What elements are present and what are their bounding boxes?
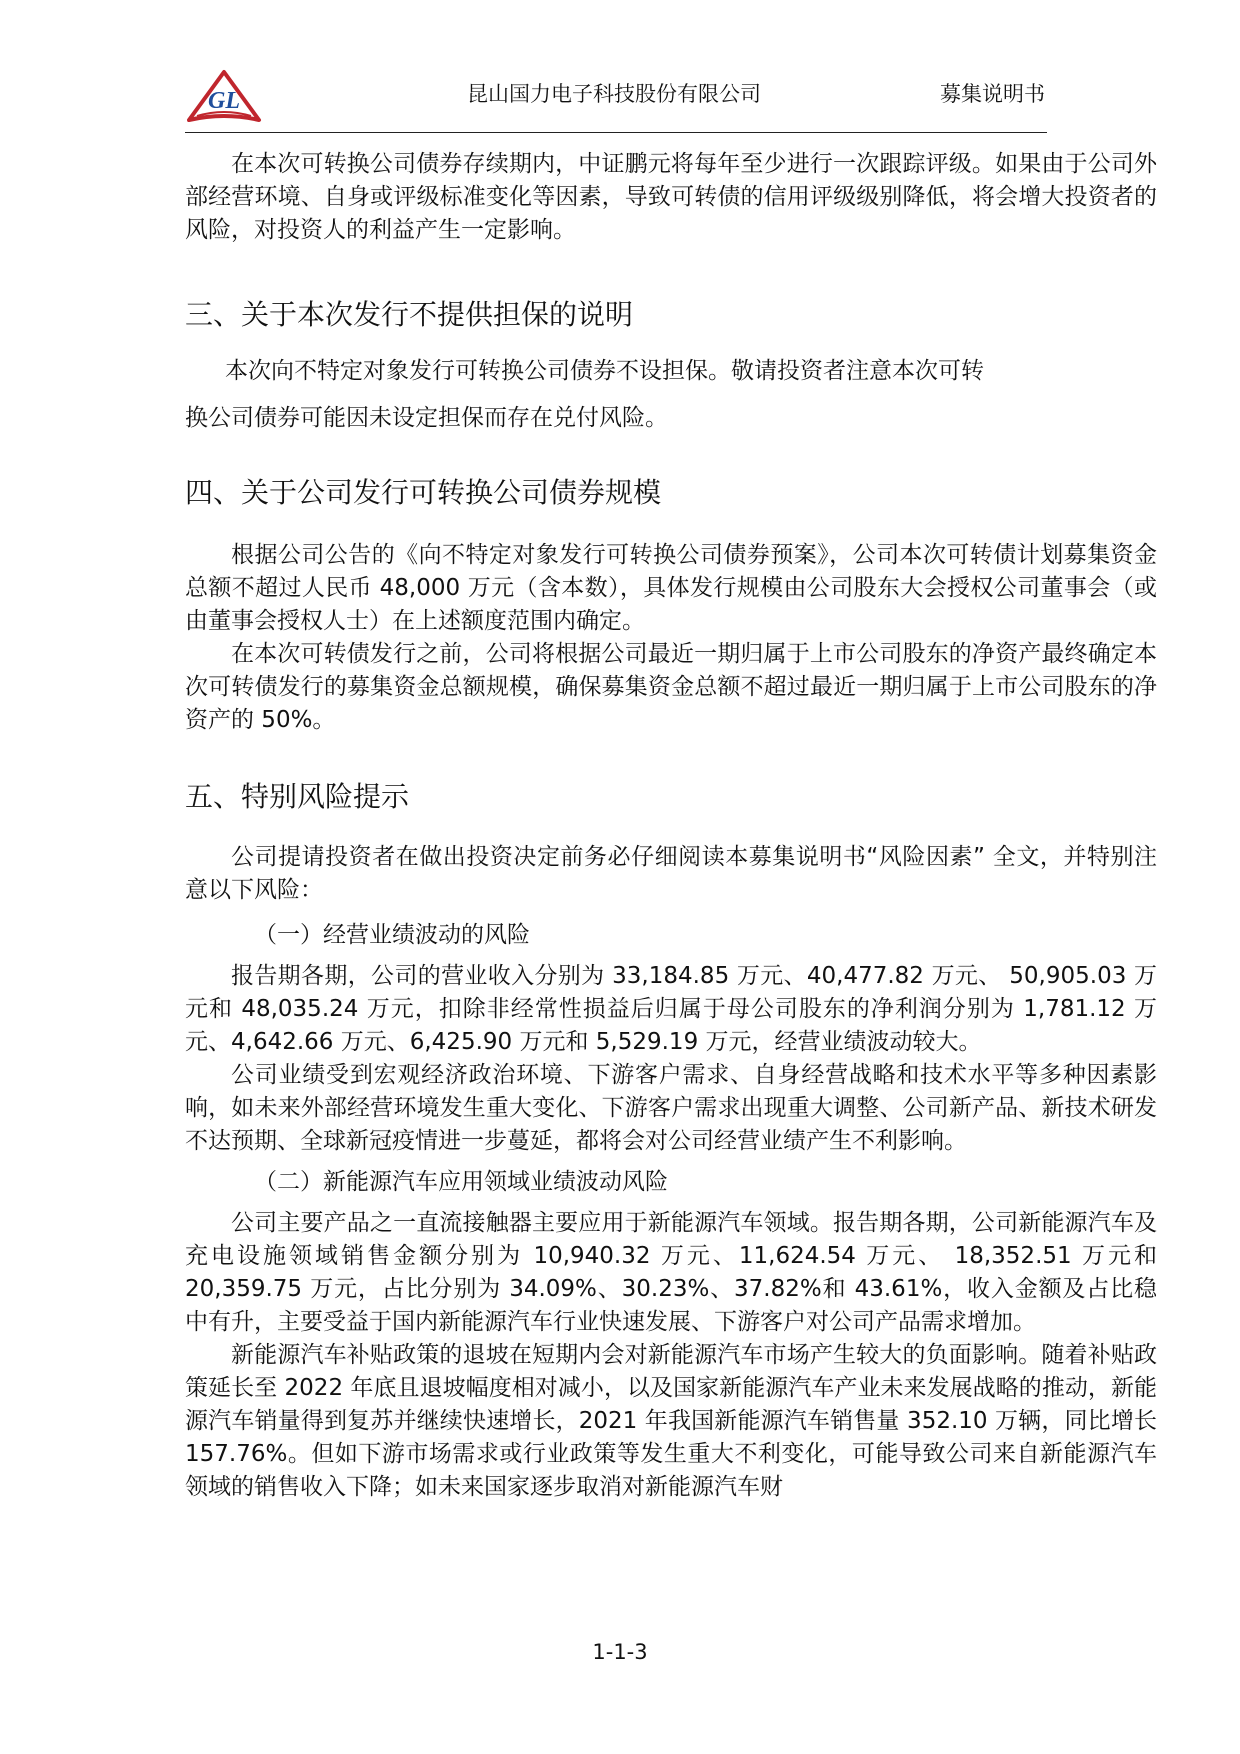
logo-text: GL <box>208 88 240 114</box>
company-logo <box>185 68 263 126</box>
paragraph-risk-2a: 公司主要产品之一直流接触器主要应用于新能源汽车领域。报告期各期，公司新能源汽车及充电设施领域销售金额分别为 10,940.32 万元、11,624.54 万元、 18,352.51 万元和 20,359.75 万元，占比分别为 34.09%、30.23%、37.82%和 43.61%，收入金额及占比稳中有升，主要受益于国内新能源汽车行业快速发展、下游客户对公司产品需求增加。 <box>185 1210 1157 1335</box>
paragraph-rating: 在本次可转换公司债券存续期内，中证鹏元将每年至少进行一次跟踪评级。如果由于公司外部经营环境、自身或评级标准变化等因素，导致可转债的信用评级级别降低，将会增大投资者的风险，对投资人的利益产生一定影响。 <box>185 151 1157 243</box>
header-divider <box>185 132 1047 133</box>
paragraph-risk-1b: 公司业绩受到宏观经济政治环境、下游客户需求、自身经营战略和技术水平等多种因素影响，如未来外部经营环境发生重大变化、下游客户需求出现重大调整、公司新产品、新技术研发不达预期、全球新冠疫情进一步蔓延，都将会对公司经营业绩产生不利影响。 <box>185 1062 1157 1154</box>
section-5-title: 五、特别风险提示 <box>185 780 410 813</box>
section-4-title: 四、关于公司发行可转换公司债券规模 <box>185 476 662 509</box>
paragraph-scale-1: 根据公司公告的《向不特定对象发行可转换公司债券预案》，公司本次可转债计划募集资金总额不超过人民币 48,000 万元（含本数），具体发行规模由公司股东大会授权公司董事会（或由董事会授权人士）在上述额度范围内确定。 <box>185 542 1157 634</box>
guarantee-line-2: 换公司债券可能因未设定担保而存在兑付风险。 <box>185 405 668 431</box>
guarantee-line-1: 本次向不特定对象发行可转换公司债券不设担保。敬请投资者注意本次可转 <box>225 358 984 384</box>
risk-1-title: （一）经营业绩波动的风险 <box>254 922 530 948</box>
paragraph-risk-1a: 报告期各期，公司的营业收入分别为 33,184.85 万元、40,477.82 万元、 50,905.03 万元和 48,035.24 万元，扣除非经常性损益后归属于母公司股东的净利润分别为 1,781.12 万元、4,642.66 万元、6,425.90 万元和 5,529.19 万元，经营业绩波动较大。 <box>185 963 1157 1055</box>
section-3-title: 三、关于本次发行不提供担保的说明 <box>185 298 634 331</box>
document-type: 募集说明书 <box>940 82 1045 106</box>
paragraph-risk-intro: 公司提请投资者在做出投资决定前务必仔细阅读本募集说明书“风险因素” 全文，并特别注意以下风险： <box>185 844 1157 903</box>
paragraph-guarantee <box>185 355 1157 435</box>
page-number: 1-1-3 <box>592 1640 648 1664</box>
page-header <box>185 68 1045 138</box>
paragraph-risk-2b: 新能源汽车补贴政策的退坡在短期内会对新能源汽车市场产生较大的负面影响。随着补贴政策延长至 2022 年底且退坡幅度相对减小，以及国家新能源汽车产业未来发展战略的推动，新能源汽车销量得到复苏并继续快速增长，2021 年我国新能源汽车销售量 352.10 万辆，同比增长 157.76%。但如下游市场需求或行业政策等发生重大不利变化，可能导致公司来自新能源汽车领域的销售收入下降；如未来国家逐步取消对新能源汽车财 <box>185 1342 1157 1500</box>
risk-2-title: （二）新能源汽车应用领域业绩波动风险 <box>254 1169 668 1195</box>
document-body <box>185 148 1157 1504</box>
company-name: 昆山国力电子科技股份有限公司 <box>467 82 761 106</box>
paragraph-scale-2: 在本次可转债发行之前，公司将根据公司最近一期归属于上市公司股东的净资产最终确定本次可转债发行的募集资金总额规模，确保募集资金总额不超过最近一期归属于上市公司股东的净资产的 50%。 <box>185 641 1157 733</box>
